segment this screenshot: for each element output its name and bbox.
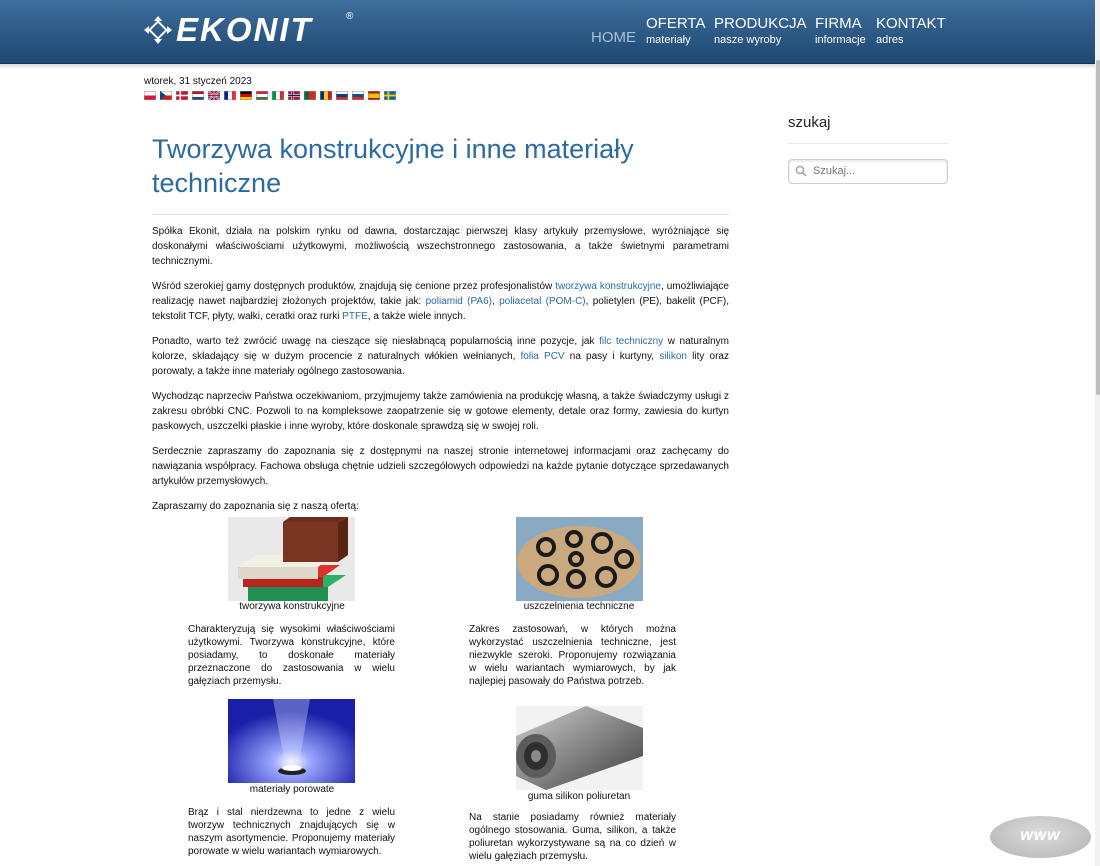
nav-firma-sub: informacje — [815, 34, 866, 46]
www-badge[interactable] — [990, 816, 1091, 858]
search-heading: szukaj — [788, 114, 831, 131]
search-box[interactable] — [788, 159, 948, 184]
link-folia-pcv[interactable]: folia PCV — [520, 351, 565, 362]
link-tworzywa-konstrukcyjne[interactable]: tworzywa konstrukcyjne — [555, 281, 661, 292]
nav-oferta-label: OFERTA — [646, 15, 706, 32]
products-paragraph — [152, 279, 729, 324]
language-flags — [144, 91, 396, 100]
site-header — [0, 0, 1100, 64]
current-date: wtorek, 31 styczeń 2023 — [144, 76, 252, 87]
nav-oferta[interactable] — [646, 15, 705, 47]
offer-image-uszczelnienia[interactable] — [516, 517, 643, 601]
header-shadow — [0, 63, 1100, 69]
flag-dk-icon[interactable] — [176, 91, 188, 100]
offer-image-porowate[interactable] — [228, 699, 355, 783]
link-ptfe[interactable]: PTFE — [342, 311, 368, 322]
offer-desc-guma: Na stanie posiadamy również materiały ogólnego stosowania. Guma, silikon, a także poliuretan wykorzystywane są na co dzień w wielu gałęziach przemysłu. — [469, 812, 676, 862]
text: lity oraz porowaty, a także inne materiały ogólnego zastosowania. — [152, 351, 729, 377]
flag-gb-icon[interactable] — [208, 91, 220, 100]
offer-desc-uszczelnienia: Zakres zastosowań, w których można wykorzystać uszczelnienia techniczne, jest niezwykle szeroki. Proponujemy rozwiązania w wielu wariantach wymiarowych, by jak najlepiej pasowały do Państwa potrzeb. — [469, 624, 676, 687]
nav-kontakt-label: KONTAKT — [876, 15, 946, 32]
registered-mark: ® — [346, 11, 354, 22]
text: Ponadto, warto też zwrócić uwagę na cieszące się niesłabnącą popularnością inne pozycje, jak — [152, 336, 600, 347]
search-input[interactable] — [813, 163, 941, 179]
text: Wśród szerokiej gamy dostępnych produktów, znajdują się cenione przez profesjonalistów — [152, 281, 556, 292]
nav-produkcja-label: PRODUKCJA — [714, 15, 807, 32]
flag-hu-icon[interactable] — [256, 91, 268, 100]
flag-it-icon[interactable] — [272, 91, 284, 100]
flag-pt-icon[interactable] — [304, 91, 316, 100]
sidebar-divider — [788, 143, 948, 144]
flag-pl-icon[interactable] — [144, 91, 156, 100]
nav-produkcja[interactable] — [714, 15, 807, 47]
link-silikon[interactable]: silikon — [659, 351, 687, 362]
invitation-paragraph: Serdecznie zapraszamy do zapoznania się z dostępnymi na naszej stronie internetowej informacjami oraz zachęcamy do nawiązania współpracy. Fachowa obsługa chętnie udzieli szczegółowych odpowiedzi na każde pytanie dotyczące sprzedawanych artykułów przemysłowych. — [152, 446, 729, 487]
page-scrollbar[interactable] — [1095, 0, 1100, 866]
offer-caption-guma[interactable]: guma silikon poliuretan — [527, 791, 631, 802]
flag-es-icon[interactable] — [368, 91, 380, 100]
nav-produkcja-sub: nasze wyroby — [714, 34, 782, 46]
text: , umożliwiające realizację nawet najbardziej złożonych projektów, takie jak: — [152, 281, 729, 307]
flag-sk-icon[interactable] — [352, 91, 364, 100]
flag-de-icon[interactable] — [240, 91, 252, 100]
page-title: Tworzywa konstrukcyjne i inne materiały techniczne — [152, 134, 634, 198]
other-products-paragraph — [152, 334, 729, 379]
flag-ru-icon[interactable] — [336, 91, 348, 100]
offer-caption-tworzywa[interactable]: tworzywa konstrukcyjne — [239, 601, 345, 612]
offer-caption-porowate[interactable]: materiały porowate — [249, 784, 335, 795]
text: na pasy i kurtyny, — [564, 351, 660, 362]
main-nav — [0, 14, 1100, 54]
nav-oferta-sub: materiały — [646, 34, 691, 46]
offer-image-tworzywa[interactable] — [228, 517, 355, 601]
link-filc-techniczny[interactable]: filc techniczny — [599, 336, 664, 347]
offer-caption-uszczelnienia[interactable]: uszczelnienia techniczne — [523, 601, 635, 612]
scrollbar-thumb[interactable] — [1096, 60, 1100, 395]
offer-image-guma[interactable] — [516, 706, 643, 790]
intro-paragraph: Spółka Ekonit, działa na polskim rynku od dawna, dostarczając pierwszej klasy artykuły przemysłowe, wyróżniające się doskonałymi właściwościami użytkowymi, możliwością wszechstronnego zastosowania, a także świetnymi parametrami technicznymi. — [152, 226, 729, 267]
main-content — [152, 132, 729, 514]
flag-no-icon[interactable] — [288, 91, 300, 100]
search-icon[interactable] — [795, 165, 807, 177]
offer-desc-porowate: Brąz i stal nierdzewna to jedne z wielu tworzyw technicznych znajdujących się w naszym asortymencie. Proponujemy materiały porowate w wielu wariantach wymiarowych. — [188, 807, 395, 857]
link-poliacetal[interactable]: poliacetal (POM-C) — [499, 296, 586, 307]
offer-desc-tworzywa: Charakteryzują się wysokimi właściwościami użytkowymi. Tworzywa konstrukcyjne, które posiadamy, to doskonałe materiały przeznaczone do zastosowania w wielu gałęziach przemysłu. — [188, 624, 395, 687]
flag-cz-icon[interactable] — [160, 91, 172, 100]
www-badge-text: www — [1020, 827, 1061, 844]
nav-firma[interactable] — [815, 15, 866, 47]
link-poliamid[interactable]: poliamid (PA6) — [425, 296, 492, 307]
text: , polietylen (PE), bakelit (PCF), tekstolit TCF, płyty, wałki, ceratki oraz rurki — [152, 296, 729, 322]
nav-home[interactable] — [591, 29, 636, 46]
flag-fr-icon[interactable] — [224, 91, 236, 100]
flag-nl-icon[interactable] — [192, 91, 204, 100]
flag-se-icon[interactable] — [384, 91, 396, 100]
nav-kontakt[interactable] — [876, 15, 946, 47]
text: , — [491, 296, 500, 307]
flag-ro-icon[interactable] — [320, 91, 332, 100]
text: w naturalnym kolorze, składający się w dużym procencie z naturalnych włókien wełnianych, — [152, 336, 730, 362]
nav-home-label: HOME — [591, 29, 636, 46]
services-paragraph: Wychodząc naprzeciw Państwa oczekiwaniom, przyjmujemy także zamówienia na produkcję własną, a także świadczymy usługi z zakresu obróbki CNC. Pozwoli to na kompleksowe zaopatrzenie się w gotowe elementy, detale oraz formy, zawiesia do kurtyn paskowych, uszczelki płaskie i inne wyroby, które doskonale sprawdzą się w swojej roli. — [152, 391, 729, 432]
nav-kontakt-sub: adres — [876, 34, 904, 46]
logo-text: EKONIT — [176, 11, 313, 48]
offer-intro: Zapraszamy do zapoznania się z naszą ofertą: — [152, 501, 359, 512]
text: , a także wiele innych. — [367, 311, 466, 322]
nav-firma-label: FIRMA — [815, 15, 862, 32]
title-divider — [152, 214, 729, 215]
